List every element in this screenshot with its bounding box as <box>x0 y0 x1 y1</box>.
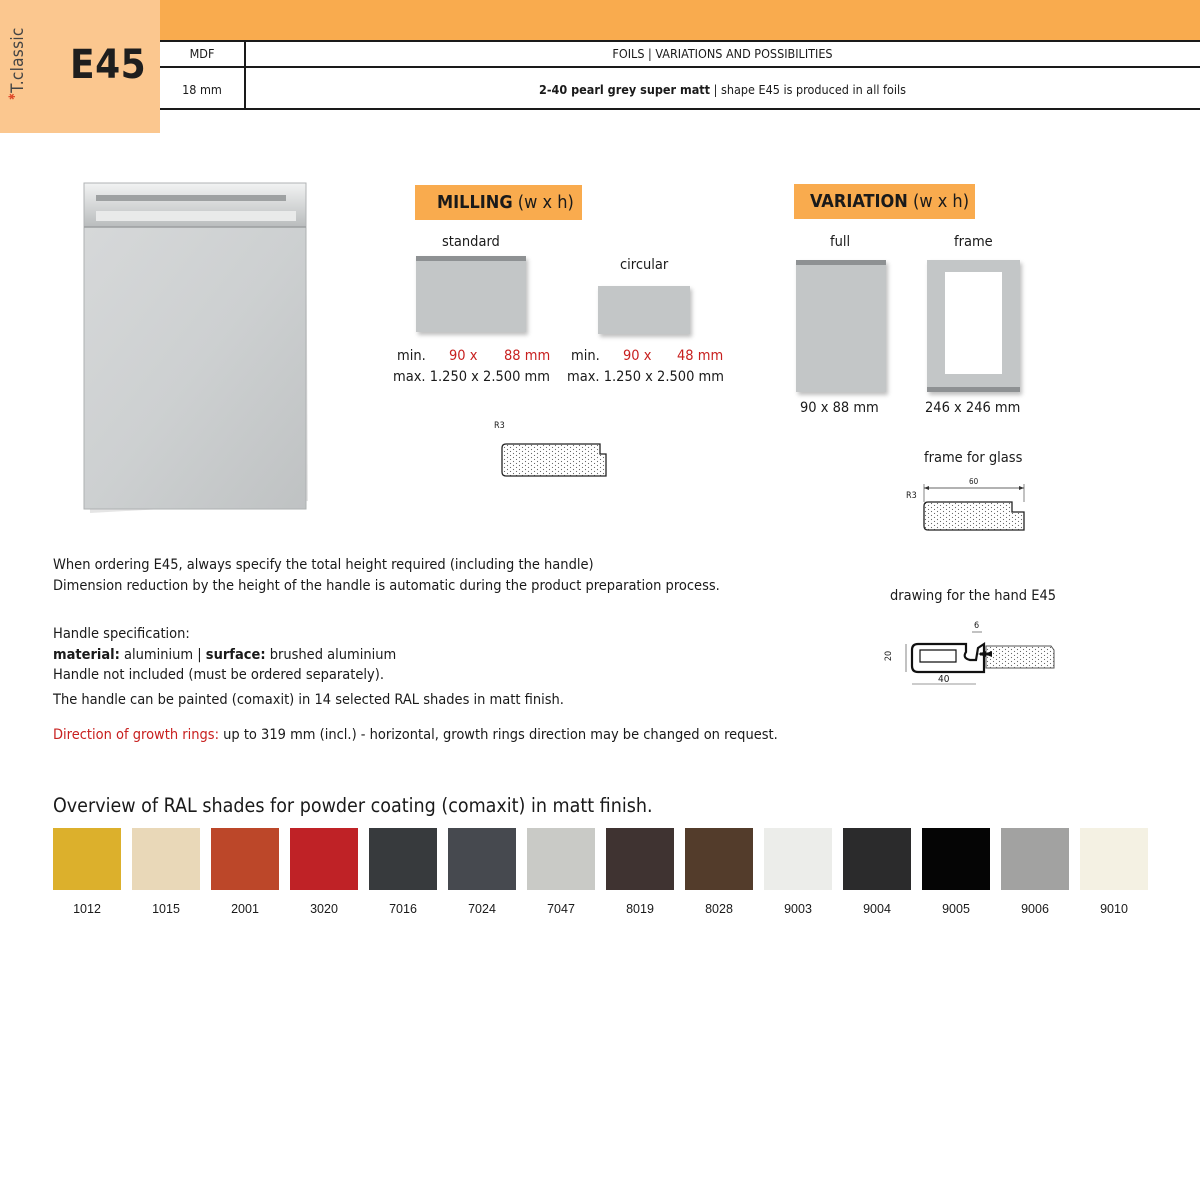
variation-frame-tile <box>927 260 1020 392</box>
variation-full-size: 90 x 88 mm <box>800 400 879 416</box>
ral-swatch-9005 <box>922 828 990 890</box>
ral-swatch-9004 <box>843 828 911 890</box>
ral-code-7016: 7016 <box>389 902 417 916</box>
handle-dim-40: 40 <box>938 674 950 685</box>
ral-code-9005: 9005 <box>942 902 970 916</box>
handle-painted: The handle can be painted (comaxit) in 14 selected RAL shades in matt finish. <box>53 692 564 708</box>
frame-for-glass-label: frame for glass <box>924 450 1023 466</box>
ral-code-9004: 9004 <box>863 902 891 916</box>
ral-code-9003: 9003 <box>784 902 812 916</box>
ral-code-2001: 2001 <box>231 902 259 916</box>
circular-max: max. 1.250 x 2.500 mm <box>567 369 724 385</box>
brand-logo: ✱T.classic <box>8 27 28 100</box>
handle-drawing-title: drawing for the hand E45 <box>890 588 1057 604</box>
ral-code-3020: 3020 <box>310 902 338 916</box>
standard-min-label: min. <box>397 348 426 364</box>
variation-full-label: full <box>830 234 851 250</box>
product-code: E45 <box>70 42 147 88</box>
ral-swatch-1015 <box>132 828 200 890</box>
handle-spec-title: Handle specification: <box>53 626 190 642</box>
variation-title: VARIATION (w x h) <box>794 184 975 219</box>
ral-code-7047: 7047 <box>547 902 575 916</box>
order-note-line2: Dimension reduction by the height of the handle is automatic during the product preparation process. <box>53 578 720 594</box>
ral-swatch-8028 <box>685 828 753 890</box>
ral-swatch-3020 <box>290 828 358 890</box>
brand-dot-icon: ✱ <box>8 92 18 100</box>
milling-standard-label: standard <box>442 234 500 250</box>
mdf-thickness: 18 mm <box>182 82 222 97</box>
profile-r3-label: R3 <box>494 421 505 431</box>
header-foils: FOILS | VARIATIONS AND POSSIBILITIES <box>612 46 833 61</box>
frame-glass-profile-drawing <box>918 482 1030 534</box>
ral-swatch-9003 <box>764 828 832 890</box>
ral-code-9006: 9006 <box>1021 902 1049 916</box>
ral-swatch-9010 <box>1080 828 1148 890</box>
frame-glass-width-label: 60 <box>969 477 979 486</box>
ral-swatch-7016 <box>369 828 437 890</box>
milling-circular-tile <box>598 286 690 334</box>
ral-code-7024: 7024 <box>468 902 496 916</box>
variation-frame-size: 246 x 246 mm <box>925 400 1021 416</box>
ral-swatch-7024 <box>448 828 516 890</box>
door-product-image <box>76 175 316 520</box>
edge-profile-drawing <box>500 436 612 480</box>
ral-swatch-8019 <box>606 828 674 890</box>
handle-dim-6: 6 <box>974 621 980 631</box>
order-note-line1: When ordering E45, always specify the total height required (including the handle) <box>53 557 594 573</box>
table-top-line <box>160 40 1200 42</box>
handle-material: material: aluminium | surface: brushed aluminium <box>53 647 397 663</box>
standard-min-width: 90 x <box>449 348 478 364</box>
ral-swatch-2001 <box>211 828 279 890</box>
circular-min-width: 90 x <box>623 348 652 364</box>
header-band <box>160 0 1200 40</box>
milling-circular-label: circular <box>620 257 669 273</box>
milling-standard-tile <box>416 256 526 332</box>
standard-max: max. 1.250 x 2.500 mm <box>393 369 550 385</box>
ral-code-9010: 9010 <box>1100 902 1128 916</box>
foil-value: 2-40 pearl grey super matt | shape E45 is produced in all foils <box>539 82 906 97</box>
table-bottom-line <box>160 108 1200 110</box>
milling-title: MILLING (w x h) <box>415 185 582 220</box>
variation-full-tile <box>796 260 886 392</box>
ral-code-1012: 1012 <box>73 902 101 916</box>
header-mdf: MDF <box>189 46 215 61</box>
frame-glass-r3-label: R3 <box>906 491 917 501</box>
standard-min-height: 88 mm <box>504 348 551 364</box>
ral-swatch-9006 <box>1001 828 1069 890</box>
product-code-box <box>0 0 160 133</box>
ral-code-8028: 8028 <box>705 902 733 916</box>
circular-min-label: min. <box>571 348 600 364</box>
ral-code-8019: 8019 <box>626 902 654 916</box>
ral-swatch-1012 <box>53 828 121 890</box>
variation-frame-label: frame <box>954 234 993 250</box>
ral-title: Overview of RAL shades for powder coating (comaxit) in matt finish. <box>53 794 653 817</box>
handle-dim-20: 20 <box>884 650 895 662</box>
handle-profile-drawing <box>896 628 1058 688</box>
handle-not-included: Handle not included (must be ordered separately). <box>53 667 384 683</box>
ral-code-1015: 1015 <box>152 902 180 916</box>
circular-min-height: 48 mm <box>677 348 724 364</box>
table-mid-line <box>160 66 1200 68</box>
ral-swatch-7047 <box>527 828 595 890</box>
growth-rings-note: Direction of growth rings: up to 319 mm (incl.) - horizontal, growth rings direction may be changed on request. <box>53 727 778 743</box>
